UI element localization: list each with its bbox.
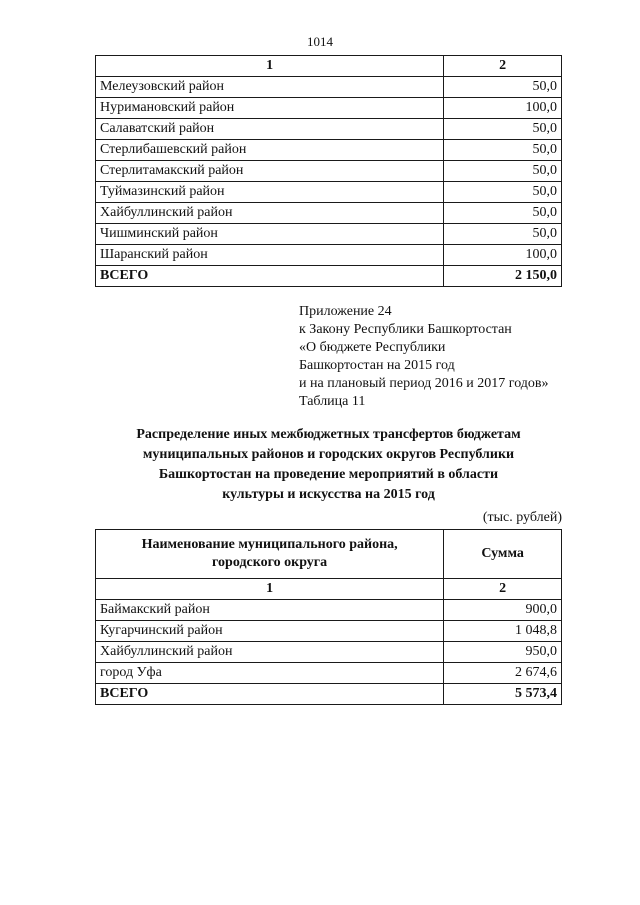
total-amount: 2 150,0 xyxy=(444,266,562,287)
district-name: Хайбуллинский район xyxy=(96,203,444,224)
table-header-row xyxy=(96,530,562,579)
title-line: Распределение иных межбюджетных трансфертов бюджетам xyxy=(136,427,521,442)
title-line: муниципальных районов и городских округов Республики xyxy=(142,447,515,462)
amount: 50,0 xyxy=(444,140,562,161)
amount: 100,0 xyxy=(444,245,562,266)
appendix-line: к Закону Республики Башкортостан xyxy=(299,322,512,337)
district-name: Кугарчинский район xyxy=(96,621,444,642)
total-amount: 5 573,4 xyxy=(444,684,562,705)
total-row xyxy=(96,266,562,287)
table-row xyxy=(96,663,562,684)
title-line: Башкортостан на проведение мероприятий в области xyxy=(158,467,499,482)
units-label: (тыс. рублей) xyxy=(482,510,562,525)
total-label: ВСЕГО xyxy=(96,684,444,705)
table-row xyxy=(96,245,562,266)
amount: 50,0 xyxy=(444,182,562,203)
district-name: Туймазинский район xyxy=(96,182,444,203)
document-title xyxy=(95,425,562,505)
table-row xyxy=(96,161,562,182)
column-number-2: 2 xyxy=(444,56,562,77)
sum-column-header: Сумма xyxy=(444,530,562,579)
table-row xyxy=(96,621,562,642)
district-name: Баймакский район xyxy=(96,600,444,621)
district-name: Чишминский район xyxy=(96,224,444,245)
district-name: Стерлибашевский район xyxy=(96,140,444,161)
amount: 50,0 xyxy=(444,203,562,224)
table-continuation xyxy=(95,55,562,287)
amount: 50,0 xyxy=(444,161,562,182)
amount: 900,0 xyxy=(444,600,562,621)
appendix-line: Приложение 24 xyxy=(299,304,392,319)
table-row xyxy=(96,224,562,245)
column-number-row xyxy=(96,579,562,600)
page-number: 1014 xyxy=(307,34,333,49)
amount: 50,0 xyxy=(444,119,562,140)
district-name: Мелеузовский район xyxy=(96,77,444,98)
total-label: ВСЕГО xyxy=(96,266,444,287)
amount: 1 048,8 xyxy=(444,621,562,642)
header-line: Наименование муниципального района, xyxy=(141,537,398,552)
district-name: Хайбуллинский район xyxy=(96,642,444,663)
appendix-reference xyxy=(299,303,549,411)
appendix-line: Башкортостан на 2015 год xyxy=(299,358,455,373)
table-row xyxy=(96,203,562,224)
table-row xyxy=(96,119,562,140)
total-row xyxy=(96,684,562,705)
column-number-1: 1 xyxy=(96,56,444,77)
amount: 2 674,6 xyxy=(444,663,562,684)
amount: 100,0 xyxy=(444,98,562,119)
appendix-line: и на плановый период 2016 и 2017 годов» xyxy=(299,376,549,391)
title-line: культуры и искусства на 2015 год xyxy=(222,487,435,502)
district-name: Нуримановский район xyxy=(96,98,444,119)
table-row xyxy=(96,182,562,203)
table-row xyxy=(96,98,562,119)
name-column-header xyxy=(96,530,444,579)
table-row xyxy=(96,77,562,98)
appendix-line: «О бюджете Республики xyxy=(299,340,446,355)
table-row xyxy=(96,642,562,663)
amount: 50,0 xyxy=(444,224,562,245)
amount: 950,0 xyxy=(444,642,562,663)
amount: 50,0 xyxy=(444,77,562,98)
table-row xyxy=(96,600,562,621)
transfer-distribution-table xyxy=(95,529,562,705)
district-name: Стерлитамакский район xyxy=(96,161,444,182)
district-name: город Уфа xyxy=(96,663,444,684)
column-number-2: 2 xyxy=(444,579,562,600)
appendix-line: Таблица 11 xyxy=(299,394,366,409)
table-row xyxy=(96,140,562,161)
header-line: городского округа xyxy=(212,555,328,570)
district-name: Салаватский район xyxy=(96,119,444,140)
district-name: Шаранский район xyxy=(96,245,444,266)
column-number-1: 1 xyxy=(96,579,444,600)
column-number-row xyxy=(96,56,562,77)
